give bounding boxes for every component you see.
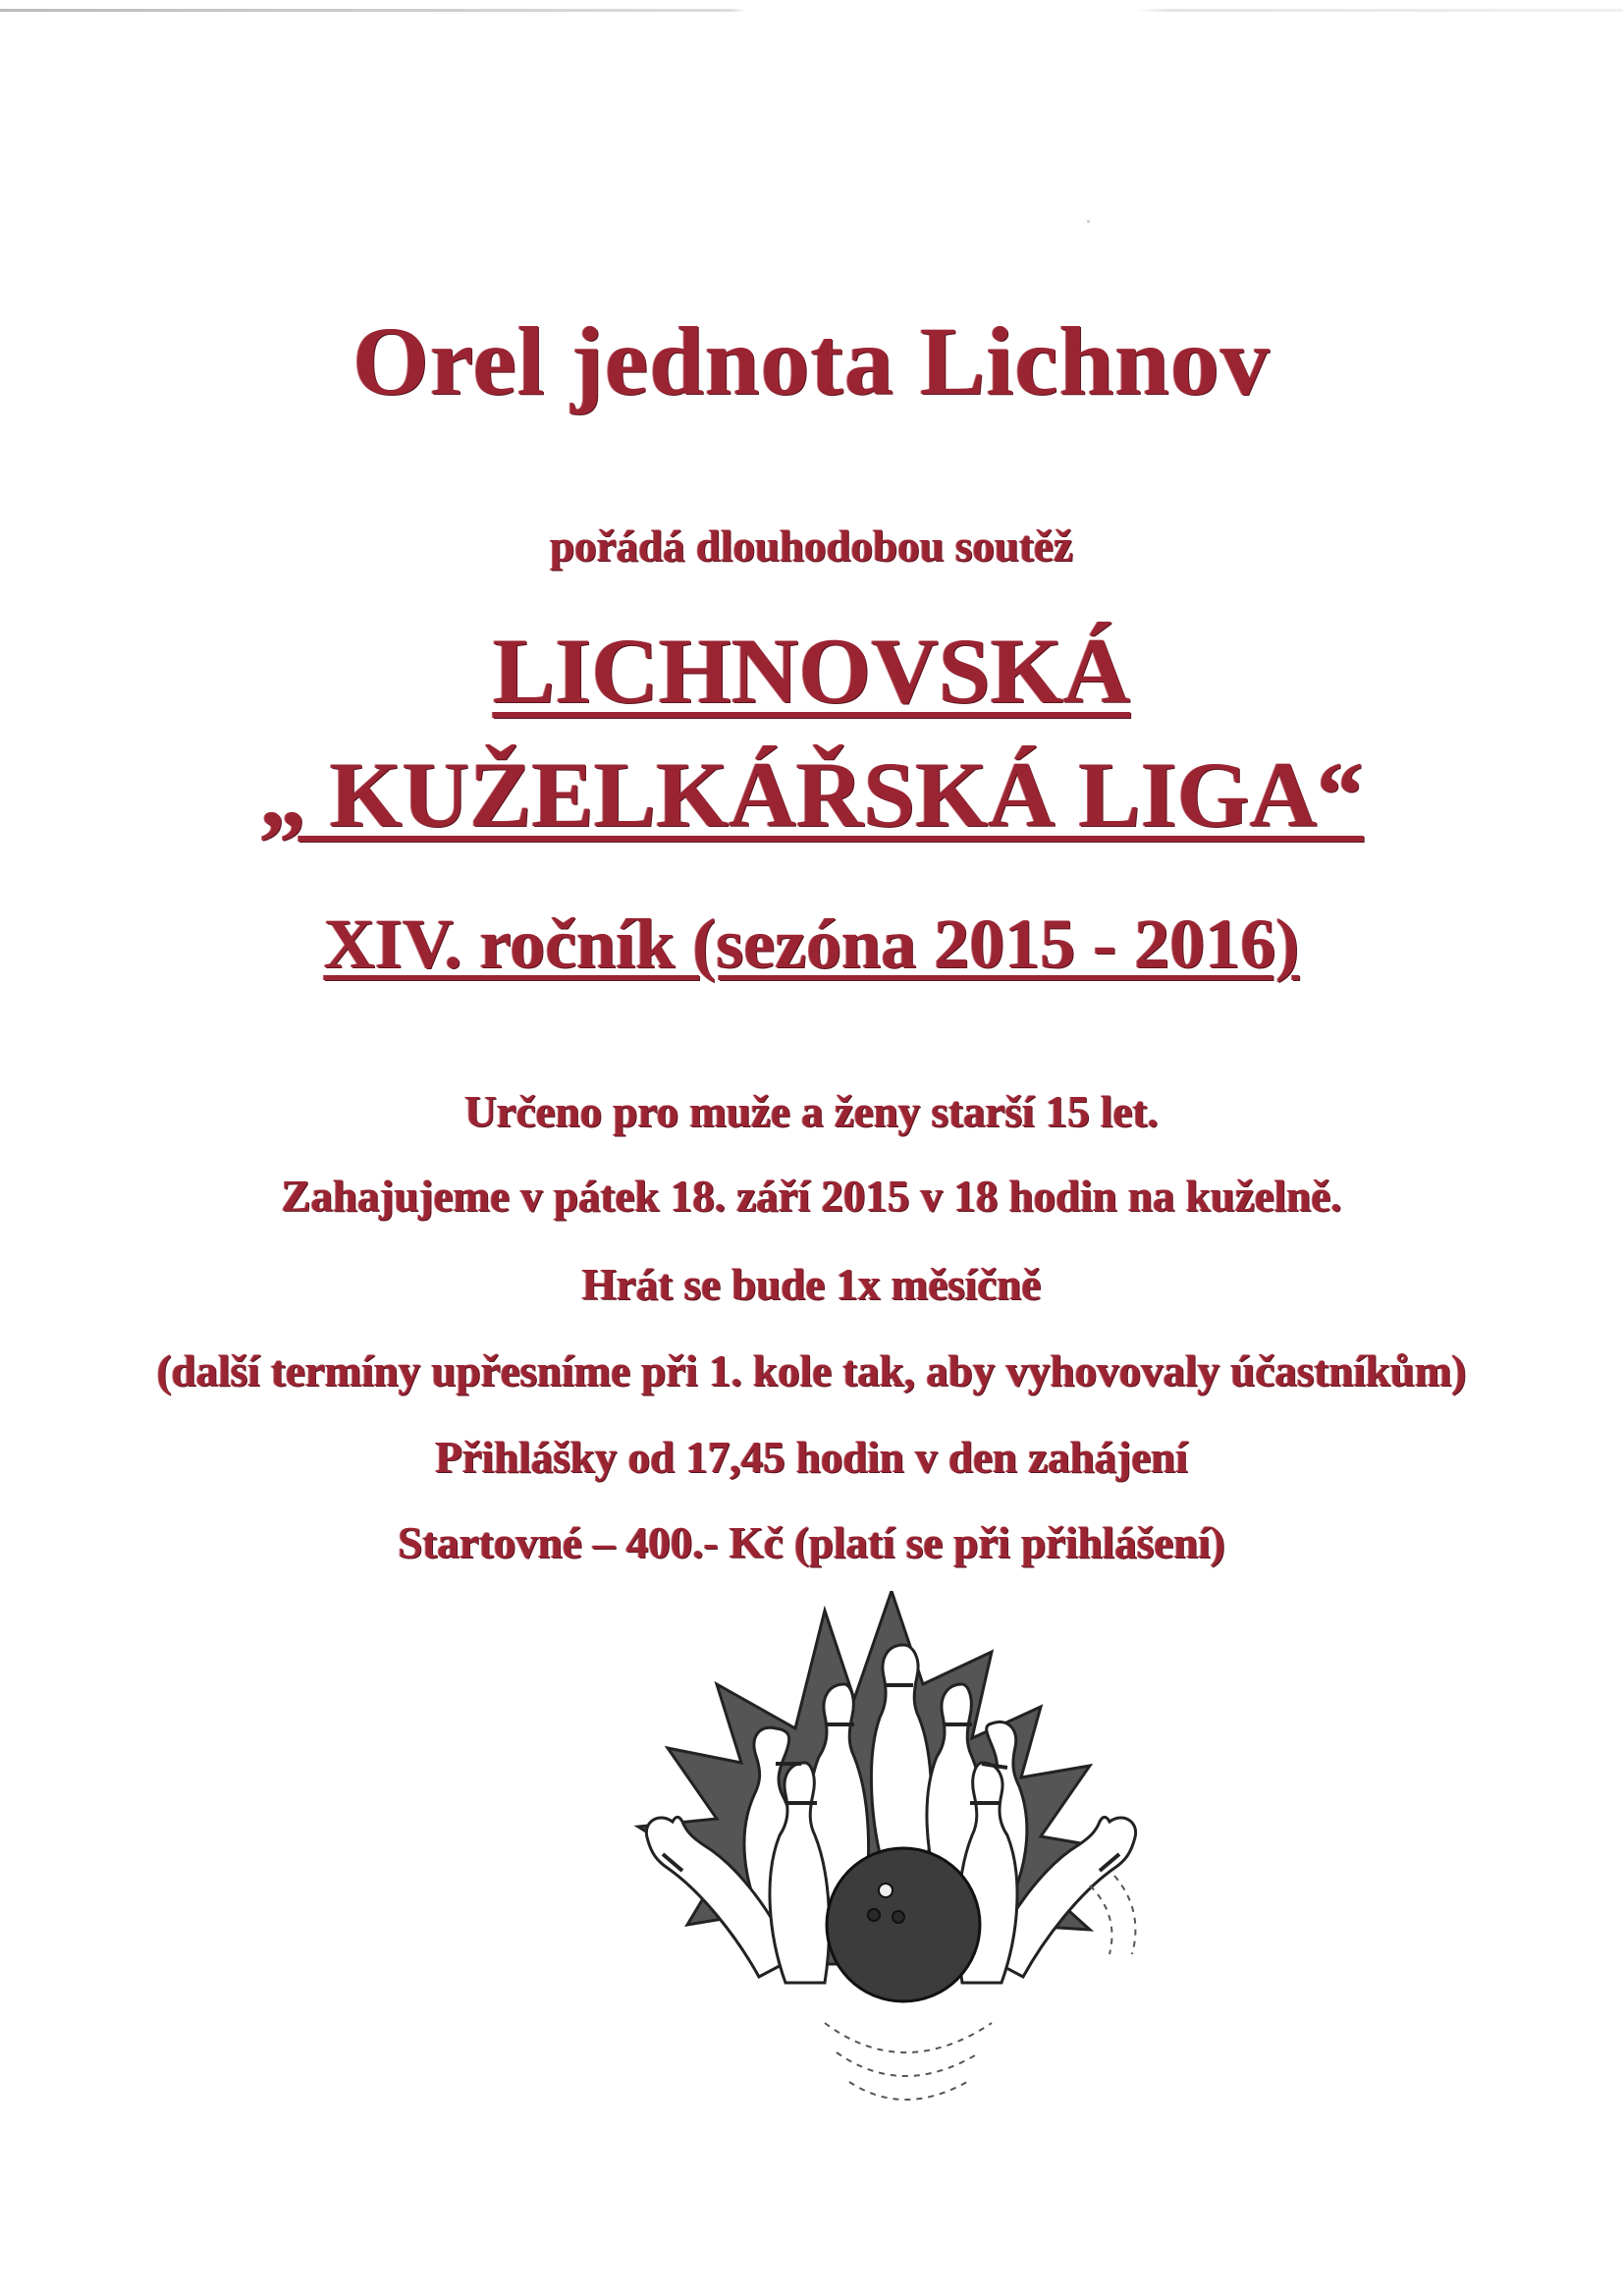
season-text: XIV. ročník (sezóna 2015 - 2016) [323, 904, 1300, 983]
scan-speck [1087, 220, 1090, 223]
league-title-line-1-text: LICHNOVSKÁ [492, 619, 1131, 723]
info-line-registration: Přihlášky od 17,45 hodin v den zahájení [435, 1433, 1188, 1482]
info-line-fee: Startovné – 400.- Kč (platí se při přihlášení) [398, 1518, 1225, 1567]
info-line-frequency: Hrát se bude 1x měsíčně [581, 1260, 1042, 1309]
season-line [0, 902, 1623, 986]
info-line-start: Zahajujeme v pátek 18. září 2015 v 18 hodin na kuželně. [281, 1172, 1342, 1221]
league-title-line-1 [0, 617, 1623, 725]
info-line-terms: (další termíny upřesníme při 1. kole tak, aby vyhovovaly účastníkům) [156, 1346, 1467, 1395]
bowling-ball [827, 1848, 980, 2001]
scan-edge-line [0, 9, 1623, 12]
organization-title: Orel jednota Lichnov [352, 306, 1271, 415]
league-title-line-2-text: „ KUŽELKÁŘSKÁ LIGA“ [259, 742, 1364, 847]
league-title-line-2 [0, 740, 1623, 848]
bowling-pins-and-ball-icon [579, 1591, 1188, 2160]
subtitle: pořádá dlouhodobou soutěž [550, 521, 1073, 571]
info-line-age: Určeno pro muže a ženy starší 15 let. [464, 1087, 1159, 1136]
